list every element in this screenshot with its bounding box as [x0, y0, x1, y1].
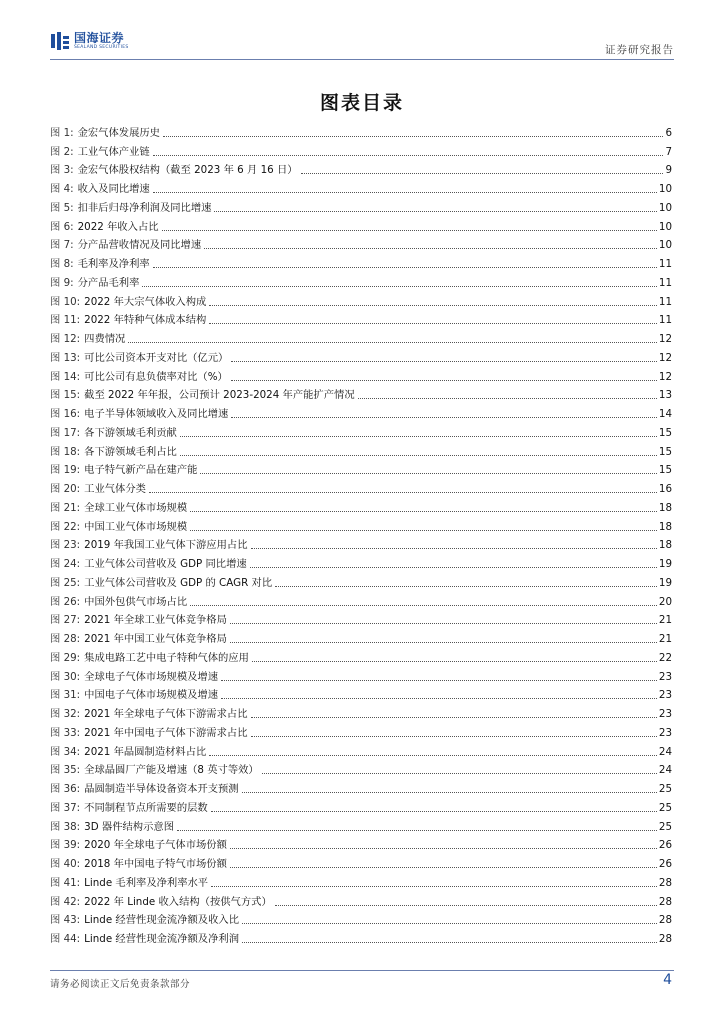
toc-figure-label: 图 22: [50, 520, 81, 533]
toc-entry[interactable] [50, 759, 672, 778]
toc-figure-title: 2022 年 Linde 收入结构（按供气方式） [84, 895, 272, 908]
toc-page-number: 28 [658, 876, 672, 889]
toc-figure-title: 全球电子气体市场规模及增速 [84, 670, 219, 683]
toc-entry[interactable] [50, 590, 672, 609]
toc-dot-leader [180, 436, 657, 437]
toc-entry[interactable] [50, 665, 672, 684]
toc-figure-label: 图 37: [50, 801, 81, 814]
logo-english-name: SEALAND SECURITIES [74, 44, 129, 50]
toc-dot-leader [221, 698, 657, 699]
toc-dot-leader [231, 417, 657, 418]
toc-dot-leader [230, 642, 657, 643]
toc-page-number: 28 [658, 895, 672, 908]
toc-figure-title: Linde 毛利率及净利率水平 [84, 876, 209, 889]
toc-entry[interactable] [50, 402, 672, 421]
toc-entry[interactable] [50, 271, 672, 290]
toc-entry[interactable] [50, 121, 672, 140]
toc-figure-label: 图 35: [50, 764, 81, 777]
toc-entry[interactable] [50, 927, 672, 946]
toc-entry[interactable] [50, 459, 672, 478]
toc-figure-label: 图 39: [50, 839, 81, 852]
page-header [50, 29, 674, 59]
toc-figure-label: 图 19: [50, 464, 81, 477]
toc-page-number: 9 [665, 164, 672, 177]
toc-figure-title: 收入及同比增速 [77, 183, 150, 195]
toc-entry[interactable] [50, 777, 672, 796]
toc-figure-title: 可比公司有息负债率对比（%） [84, 370, 228, 383]
toc-figure-label: 图 33: [50, 726, 81, 739]
toc-dot-leader [211, 811, 657, 812]
toc-page-number: 10 [658, 239, 672, 252]
toc-page-number: 15 [658, 426, 672, 439]
toc-figure-title: 晶圆制造半导体设备资本开支预测 [84, 783, 239, 795]
company-logo [50, 29, 129, 53]
toc-dot-leader [149, 492, 657, 493]
toc-page-number: 16 [658, 483, 672, 495]
toc-figure-label: 图 4: [50, 183, 74, 195]
toc-entry[interactable] [50, 890, 672, 909]
toc-dot-leader [200, 473, 656, 474]
toc-figure-label: 图 30: [50, 670, 81, 683]
toc-page-number: 19 [658, 558, 672, 570]
toc-page-number: 10 [658, 183, 672, 195]
toc-entry[interactable] [50, 384, 672, 403]
toc-figure-title: 金宏气体股权结构（截至 2023 年 6 月 16 日） [77, 164, 298, 177]
toc-figure-label: 图 2: [50, 145, 74, 158]
toc-figure-label: 图 9: [50, 276, 74, 289]
toc-entry[interactable] [50, 196, 672, 215]
toc-page-number: 11 [658, 258, 672, 270]
toc-dot-leader [142, 286, 657, 287]
toc-page-number: 13 [658, 389, 672, 402]
toc-figure-title: Linde 经营性现金流净额及收入比 [84, 914, 239, 927]
toc-page-number: 26 [658, 839, 672, 852]
toc-entry[interactable] [50, 834, 672, 853]
toc-figure-label: 图 11: [50, 314, 81, 327]
toc-entry[interactable] [50, 140, 672, 159]
toc-figure-label: 图 42: [50, 895, 81, 908]
toc-page-number: 18 [658, 501, 672, 514]
toc-page-number: 11 [658, 295, 672, 308]
page-number: 4 [663, 972, 672, 988]
toc-entry[interactable] [50, 346, 672, 365]
toc-page-number: 21 [658, 614, 672, 627]
toc-page-number: 24 [658, 745, 672, 758]
toc-figure-label: 图 41: [50, 876, 81, 889]
toc-dot-leader [204, 248, 657, 249]
toc-figure-label: 图 13: [50, 351, 81, 364]
toc-dot-leader [230, 867, 657, 868]
toc-dot-leader [162, 230, 657, 231]
toc-figure-title: 四费情况 [84, 333, 126, 345]
toc-figure-title: 中国工业气体市场规模 [84, 520, 188, 533]
toc-entry[interactable] [50, 721, 672, 740]
toc-entry[interactable] [50, 815, 672, 834]
toc-figure-label: 图 21: [50, 501, 81, 514]
toc-entry[interactable] [50, 571, 672, 590]
toc-page-number: 26 [658, 858, 672, 870]
toc-page-number: 11 [658, 314, 672, 327]
toc-figure-title: 工业气体产业链 [77, 145, 150, 158]
toc-page-number: 10 [658, 220, 672, 233]
toc-entry[interactable] [50, 871, 672, 890]
toc-entry[interactable] [50, 627, 672, 646]
toc-figure-title: 集成电路工艺中电子特种气体的应用 [84, 651, 249, 664]
footer-divider [50, 970, 674, 971]
toc-figure-title: 2021 年全球电子气体下游需求占比 [84, 708, 248, 720]
toc-figure-label: 图 34: [50, 745, 81, 758]
toc-dot-leader [242, 942, 657, 943]
toc-entry[interactable] [50, 159, 672, 178]
toc-page-number: 6 [665, 126, 672, 139]
toc-entry[interactable] [50, 552, 672, 571]
toc-page-number: 23 [658, 726, 672, 739]
toc-figure-title: 分产品毛利率 [77, 276, 140, 289]
toc-dot-leader [153, 267, 657, 268]
toc-dot-leader [231, 361, 657, 362]
toc-page-number: 18 [658, 539, 672, 552]
logo-chinese-name: 国海证券 [74, 30, 125, 45]
toc-entry[interactable] [50, 421, 672, 440]
toc-figure-label: 图 7: [50, 239, 74, 252]
toc-figure-label: 图 16: [50, 408, 81, 420]
toc-page-number: 10 [658, 201, 672, 214]
toc-dot-leader [231, 380, 657, 381]
toc-dot-leader [211, 886, 657, 887]
toc-figure-label: 图 38: [50, 820, 81, 833]
toc-figure-title: 3D 器件结构示意图 [84, 820, 174, 833]
toc-figure-label: 图 12: [50, 333, 81, 345]
toc-figure-label: 图 20: [50, 483, 81, 495]
disclaimer-note: 请务必阅读正文后免责条款部分 [50, 979, 191, 990]
toc-figure-label: 图 10: [50, 295, 81, 308]
toc-figure-title: 2022 年特种气体成本结构 [84, 314, 207, 327]
toc-page-number: 7 [665, 145, 672, 158]
toc-entry[interactable] [50, 309, 672, 328]
toc-figure-title: 2021 年全球工业气体竞争格局 [84, 614, 227, 627]
toc-figure-title: 金宏气体发展历史 [77, 126, 160, 139]
toc-figure-title: 2018 年中国电子特气市场份额 [84, 858, 227, 870]
toc-figure-label: 图 25: [50, 576, 81, 589]
toc-page-number: 28 [658, 914, 672, 927]
toc-dot-leader [190, 511, 657, 512]
toc-dot-leader [252, 661, 657, 662]
toc-dot-leader [301, 173, 664, 174]
toc-entry[interactable] [50, 515, 672, 534]
header-divider [50, 59, 674, 60]
toc-page-number: 22 [658, 651, 672, 664]
toc-figure-label: 图 8: [50, 258, 74, 270]
toc-figure-label: 图 43: [50, 914, 81, 927]
toc-dot-leader [190, 530, 657, 531]
toc-dot-leader [230, 623, 657, 624]
toc-figure-title: 电子半导体领域收入及同比增速 [84, 408, 229, 420]
toc-dot-leader [262, 773, 657, 774]
toc-figure-label: 图 28: [50, 633, 81, 645]
toc-figure-label: 图 1: [50, 126, 74, 139]
toc-dot-leader [209, 323, 657, 324]
toc-figure-title: 2022 年收入占比 [77, 220, 159, 233]
toc-entry[interactable] [50, 234, 672, 253]
toc-page-number: 14 [658, 408, 672, 420]
toc-entry[interactable] [50, 684, 672, 703]
toc-dot-leader [275, 905, 657, 906]
toc-dot-leader [190, 605, 657, 606]
toc-figure-label: 图 14: [50, 370, 81, 383]
toc-page-number: 15 [658, 464, 672, 477]
toc-dot-leader [177, 830, 657, 831]
toc-dot-leader [250, 567, 657, 568]
toc-figure-title: 中国电子气体市场规模及增速 [84, 689, 219, 702]
toc-page-number: 25 [658, 801, 672, 814]
toc-figure-label: 图 44: [50, 933, 81, 945]
toc-dot-leader [242, 923, 657, 924]
toc-page-number: 12 [658, 370, 672, 383]
toc-figure-label: 图 32: [50, 708, 81, 720]
toc-dot-leader [153, 192, 657, 193]
toc-figure-label: 图 36: [50, 783, 81, 795]
toc-page-number: 19 [658, 576, 672, 589]
toc-entry[interactable] [50, 440, 672, 459]
toc-page-number: 12 [658, 333, 672, 345]
toc-figure-label: 图 31: [50, 689, 81, 702]
toc-figure-title: 工业气体分类 [84, 483, 146, 495]
toc-dot-leader [128, 342, 657, 343]
toc-figure-title: 工业气体公司营收及 GDP 的 CAGR 对比 [84, 576, 273, 589]
toc-entry[interactable] [50, 365, 672, 384]
toc-figure-title: 中国外包供气市场占比 [84, 595, 188, 608]
toc-dot-leader [251, 548, 657, 549]
toc-figure-label: 图 23: [50, 539, 81, 552]
toc-entry[interactable] [50, 177, 672, 196]
toc-figure-title: 截至 2022 年年报，公司预计 2023-2024 年产能扩产情况 [84, 389, 355, 402]
toc-dot-leader [209, 305, 657, 306]
toc-figure-label: 图 17: [50, 426, 81, 439]
toc-page-number: 20 [658, 595, 672, 608]
toc-dot-leader [251, 736, 657, 737]
toc-figure-title: 2021 年中国工业气体竞争格局 [84, 633, 227, 645]
toc-figure-title: 各下游领域毛利贡献 [84, 426, 177, 439]
toc-figure-label: 图 15: [50, 389, 81, 402]
toc-figure-title: 可比公司资本开支对比（亿元） [84, 351, 229, 364]
toc-figure-title: 各下游领域毛利占比 [84, 445, 177, 458]
toc-dot-leader [163, 136, 663, 137]
toc-entry[interactable] [50, 290, 672, 309]
toc-page-number: 24 [658, 764, 672, 777]
toc-dot-leader [230, 848, 657, 849]
toc-figure-title: 分产品营收情况及同比增速 [77, 239, 202, 252]
toc-dot-leader [358, 398, 657, 399]
toc-page-number: 12 [658, 351, 672, 364]
toc-page-number: 28 [658, 933, 672, 945]
toc-dot-leader [214, 211, 656, 212]
toc-dot-leader [153, 155, 664, 156]
toc-figure-title: 2022 年大宗气体收入构成 [84, 295, 207, 308]
toc-figure-title: 全球工业气体市场规模 [84, 501, 188, 514]
report-type-label: 证券研究报告 [605, 44, 674, 56]
toc-dot-leader [242, 792, 657, 793]
toc-figure-title: 2021 年中国电子气体下游需求占比 [84, 726, 248, 739]
toc-page-number: 25 [658, 820, 672, 833]
toc-figure-title: 电子特气新产品在建产能 [84, 464, 198, 477]
toc-dot-leader [251, 717, 657, 718]
toc-page-number: 23 [658, 689, 672, 702]
toc-page-number: 23 [658, 708, 672, 720]
toc-figure-label: 图 40: [50, 858, 81, 870]
toc-entry[interactable] [50, 252, 672, 271]
toc-figure-title: 2019 年我国工业气体下游应用占比 [84, 539, 248, 552]
toc-entry[interactable] [50, 215, 672, 234]
toc-page-number: 18 [658, 520, 672, 533]
toc-entry[interactable] [50, 496, 672, 515]
toc-dot-leader [221, 680, 657, 681]
toc-figure-title: 不同制程节点所需要的层数 [84, 801, 208, 814]
toc-figure-title: 2020 年全球电子气体市场份额 [84, 839, 227, 852]
toc-entry[interactable] [50, 646, 672, 665]
toc-figure-label: 图 5: [50, 201, 74, 214]
toc-entry[interactable] [50, 609, 672, 628]
toc-figure-title: 扣非后归母净利润及同比增速 [77, 201, 212, 214]
toc-figure-label: 图 26: [50, 595, 81, 608]
toc-entry[interactable] [50, 534, 672, 553]
toc-figure-label: 图 3: [50, 164, 74, 177]
toc-page-number: 25 [658, 783, 672, 795]
toc-entry[interactable] [50, 702, 672, 721]
toc-entry[interactable] [50, 796, 672, 815]
toc-figure-label: 图 24: [50, 558, 81, 570]
toc-entry[interactable] [50, 852, 672, 871]
toc-figure-label: 图 27: [50, 614, 81, 627]
page-title: 图表目录 [319, 92, 404, 114]
toc-page-number: 15 [658, 445, 672, 458]
sealand-logo-icon [50, 31, 70, 51]
toc-figure-label: 图 18: [50, 445, 81, 458]
table-of-figures [50, 121, 672, 946]
toc-entry[interactable] [50, 909, 672, 928]
toc-dot-leader [275, 586, 657, 587]
toc-dot-leader [209, 755, 657, 756]
toc-figure-title: Linde 经营性现金流净额及净利润 [84, 933, 239, 945]
toc-figure-label: 图 6: [50, 220, 74, 233]
toc-page-number: 21 [658, 633, 672, 645]
toc-figure-label: 图 29: [50, 651, 81, 664]
toc-entry[interactable] [50, 477, 672, 496]
toc-dot-leader [180, 455, 657, 456]
toc-page-number: 11 [658, 276, 672, 289]
toc-entry[interactable] [50, 740, 672, 759]
toc-entry[interactable] [50, 327, 672, 346]
toc-figure-title: 工业气体公司营收及 GDP 同比增速 [84, 558, 247, 570]
toc-page-number: 23 [658, 670, 672, 683]
toc-figure-title: 2021 年晶圆制造材料占比 [84, 745, 207, 758]
toc-figure-title: 毛利率及净利率 [77, 258, 150, 270]
toc-figure-title: 全球晶圆厂产能及增速（8 英寸等效） [84, 764, 259, 777]
